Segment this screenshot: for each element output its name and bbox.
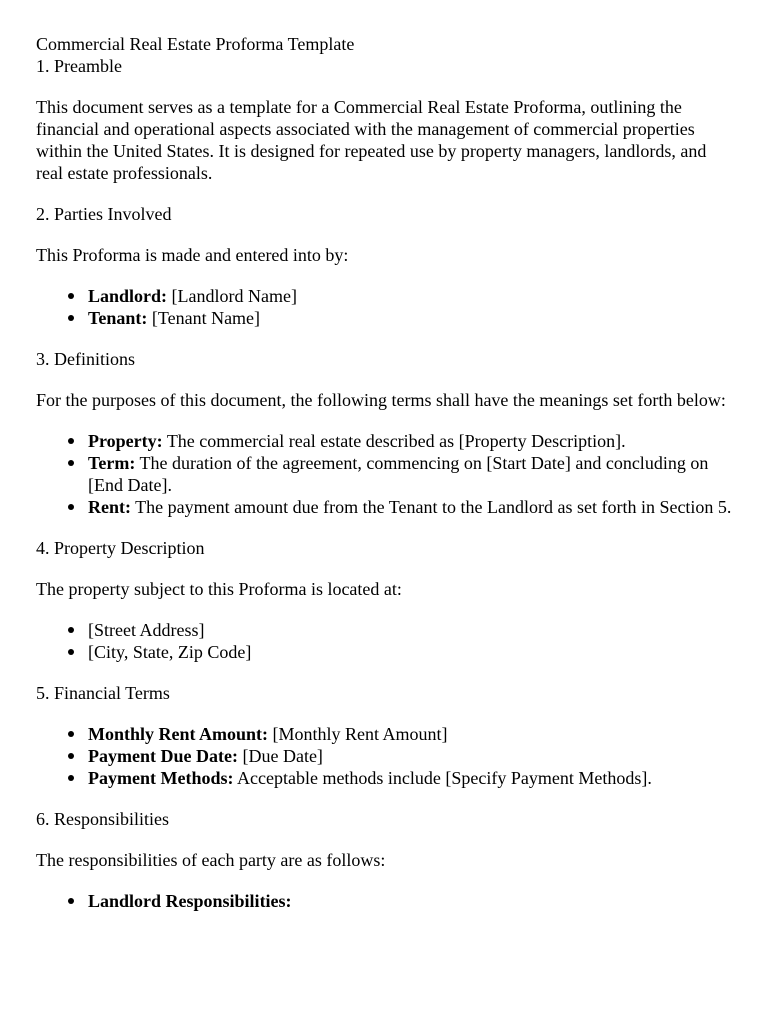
list-item: [88, 430, 734, 452]
list-item: [88, 452, 734, 496]
definitions-heading: 3. Definitions: [36, 349, 135, 369]
property-list: [36, 619, 734, 663]
responsibilities-heading: 6. Responsibilities: [36, 809, 170, 829]
list-item-value: The commercial real estate described as [Property Description].: [162, 431, 626, 451]
list-item-term: Landlord Responsibilities:: [88, 891, 292, 911]
definitions-list: [36, 430, 734, 518]
list-item-term: Term:: [88, 453, 136, 473]
parties-list: [36, 285, 734, 329]
property-heading: 4. Property Description: [36, 538, 205, 558]
responsibilities-list: [36, 890, 734, 912]
preamble-heading: 1. Preamble: [36, 56, 122, 76]
list-item-term: Tenant:: [88, 308, 148, 328]
list-item-value: [Landlord Name]: [167, 286, 297, 306]
list-item-term: Property:: [88, 431, 163, 451]
list-item-term: Rent:: [88, 497, 131, 517]
list-item: [88, 890, 734, 912]
list-item: [88, 307, 734, 329]
list-item-term: Payment Due Date:: [88, 746, 238, 766]
list-item-value: [Due Date]: [237, 746, 323, 766]
list-item: [88, 285, 734, 307]
list-item-value: [Tenant Name]: [147, 308, 261, 328]
list-item-value: The payment amount due from the Tenant to the Landlord as set forth in Section 5.: [131, 497, 732, 517]
preamble-text: This document serves as a template for a Commercial Real Estate Proforma, outlining the financial and operational aspects associated with the management of commercial properties within the United States. It is designed for repeated use by property managers, landlords, and real estate professionals.: [36, 97, 707, 183]
list-item: [Street Address]: [88, 619, 734, 641]
list-item-value: Acceptable methods include [Specify Payment Methods].: [233, 768, 652, 788]
list-item-value: [Monthly Rent Amount]: [268, 724, 448, 744]
list-item: [88, 767, 734, 789]
list-item: [88, 745, 734, 767]
responsibilities-intro: The responsibilities of each party are as follows:: [36, 850, 386, 870]
list-item-term: Landlord:: [88, 286, 168, 306]
definitions-intro: For the purposes of this document, the following terms shall have the meanings set forth below:: [36, 390, 726, 410]
list-item: [88, 723, 734, 745]
list-item: [City, State, Zip Code]: [88, 641, 734, 663]
list-item-value: The duration of the agreement, commencing on [Start Date] and concluding on [End Date].: [88, 453, 709, 495]
document-title: Commercial Real Estate Proforma Template: [36, 34, 355, 54]
parties-heading: 2. Parties Involved: [36, 204, 172, 224]
list-item-term: Monthly Rent Amount:: [88, 724, 269, 744]
parties-intro: This Proforma is made and entered into by:: [36, 245, 349, 265]
financial-heading: 5. Financial Terms: [36, 683, 170, 703]
list-item: [88, 496, 734, 518]
financial-list: [36, 723, 734, 789]
property-intro: The property subject to this Proforma is located at:: [36, 579, 402, 599]
list-item-term: Payment Methods:: [88, 768, 234, 788]
